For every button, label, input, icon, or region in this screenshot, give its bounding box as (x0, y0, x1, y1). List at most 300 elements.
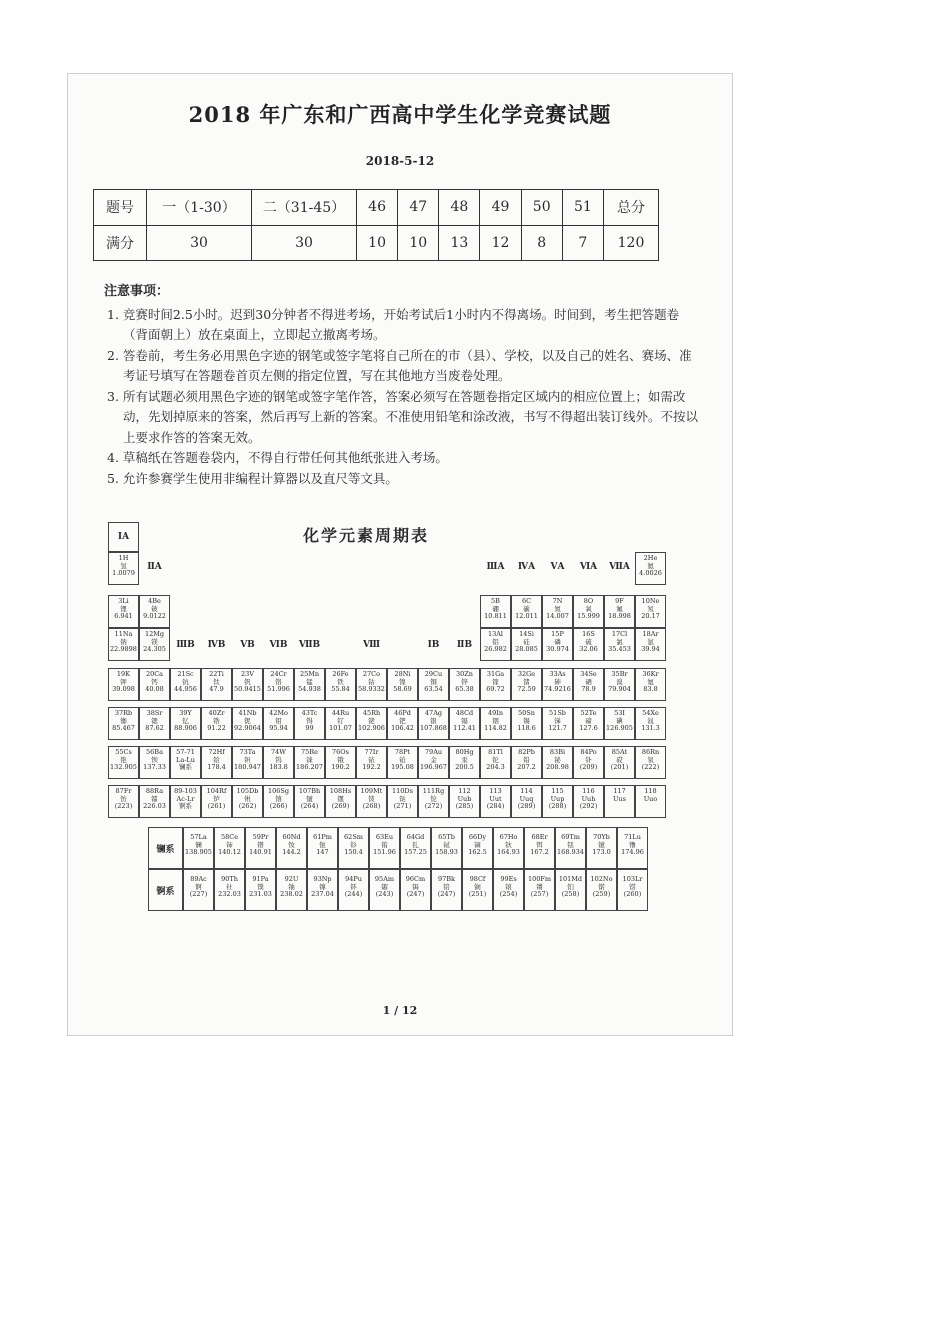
element-cell (573, 668, 604, 701)
element-cell (635, 785, 666, 818)
element-text: 99Es (500, 875, 517, 883)
score-value: 10 (357, 225, 398, 261)
element-text: 镉 (461, 716, 468, 725)
element-text: 116 (582, 787, 595, 795)
element-text: 96Cm (405, 875, 426, 883)
element-text: 44Ru (331, 709, 350, 717)
element-text: 铌 (244, 716, 251, 725)
element-text: (257) (530, 890, 549, 899)
element-cell (573, 595, 604, 628)
element-text: 48Cd (455, 709, 474, 717)
element-text: 72.59 (517, 685, 536, 694)
element-text: 85.467 (112, 724, 135, 733)
element-text: 55Cs (115, 748, 132, 756)
element-cell (462, 827, 493, 869)
element-text: 铬 (275, 677, 282, 686)
element-cell (356, 668, 387, 701)
element-cell (170, 746, 201, 779)
element-text: (244) (344, 890, 363, 899)
element-text: 150.4 (344, 848, 363, 857)
element-text: 铜 (430, 677, 437, 686)
element-cell (542, 746, 573, 779)
element-cell (139, 668, 170, 701)
element-text: 金 (430, 755, 437, 764)
exam-page (67, 73, 733, 1036)
element-text: 1.0079 (112, 569, 135, 578)
element-text: (201) (610, 763, 629, 772)
element-cell (139, 785, 170, 818)
element-text: 88.906 (174, 724, 197, 733)
element-text: 167.2 (530, 848, 549, 857)
element-cell (542, 707, 573, 740)
element-text: 镎 (319, 882, 326, 891)
element-cell (573, 628, 604, 661)
element-text: 144.2 (282, 848, 301, 857)
element-text: 汞 (461, 755, 468, 764)
element-text: (288) (548, 802, 567, 811)
element-text: 钷 (319, 840, 326, 849)
element-cell (573, 785, 604, 818)
element-text: 91.22 (207, 724, 226, 733)
element-text: 84Po (580, 748, 597, 756)
element-text: 硒 (585, 677, 592, 686)
element-text: Uub (457, 794, 472, 803)
element-text: 39Y (179, 709, 192, 717)
element-text: 31Ga (486, 670, 505, 678)
element-text: 32.06 (579, 645, 598, 654)
element-text: 26Fe (332, 670, 349, 678)
element-cell (635, 707, 666, 740)
element-text: 钐 (350, 840, 357, 849)
element-text: 20Ca (145, 670, 164, 678)
element-text: 钆 (412, 840, 419, 849)
element-text: 105Db (236, 787, 259, 795)
notice-item: 1. 竞赛时间2.5小时。迟到30分钟者不得进考场，开始考试后1小时内不得离场。时间到，考生把答题卷（背面朝上）放在桌面上，立即起立撤离考场。 (107, 306, 680, 342)
element-text: 23V (241, 670, 254, 678)
element-text: 锇 (337, 755, 344, 764)
element-text: 69.72 (486, 685, 505, 694)
element-cell (493, 827, 524, 869)
element-text: 102No (590, 875, 613, 883)
element-text: 208.98 (546, 763, 569, 772)
element-text: 17Cl (611, 630, 628, 638)
element-text: 6.941 (114, 612, 133, 621)
element-text: 铯 (120, 755, 127, 764)
element-cell (604, 707, 635, 740)
element-text: 镅 (381, 882, 388, 891)
element-text: 115 (551, 787, 564, 795)
element-text: 207.2 (517, 763, 536, 772)
element-cell (617, 869, 648, 911)
element-cell (201, 746, 232, 779)
element-text: 58Ce (220, 833, 239, 841)
element-cell (635, 668, 666, 701)
group-label: ⅥB (269, 640, 288, 650)
group-label: ⅤA (550, 562, 565, 572)
element-text: Uuo (643, 794, 658, 803)
element-text: 24Cr (270, 670, 287, 678)
score-col: 51 (562, 190, 603, 226)
element-cell (586, 869, 617, 911)
element-text: (260) (623, 890, 642, 899)
element-text: 85At (611, 748, 628, 756)
element-text: 51.996 (267, 685, 290, 694)
element-text: 110Ds (392, 787, 413, 795)
element-text: 氟 (616, 604, 623, 613)
element-cell (245, 827, 276, 869)
score-col: 47 (398, 190, 439, 226)
element-text: 镁 (151, 637, 158, 646)
element-cell (263, 668, 294, 701)
element-text: 90Th (221, 875, 238, 883)
element-cell (183, 869, 214, 911)
element-text: 6C (521, 597, 532, 605)
element-text: 58.9332 (358, 685, 385, 694)
element-text: 铒 (536, 840, 543, 849)
element-text: (258) (561, 890, 580, 899)
group-label: ⅢB (176, 640, 195, 650)
element-text: 铂 (399, 755, 406, 764)
element-text: 锰 (306, 677, 313, 686)
element-text: 68Er (531, 833, 548, 841)
element-cell (276, 869, 307, 911)
element-cell (232, 746, 263, 779)
element-cell (139, 628, 170, 661)
element-text: 15P (551, 630, 564, 638)
element-cell (108, 552, 139, 585)
lanthanide-label: 镧系 (148, 827, 183, 869)
group-label: Ⅷ (362, 640, 381, 650)
group-label-ia: ⅠA (108, 522, 139, 552)
element-text: 22Ti (209, 670, 224, 678)
element-text: 192.2 (362, 763, 381, 772)
element-text: 镓 (492, 677, 499, 686)
element-text: 𬬭 (430, 794, 437, 803)
score-value: 12 (480, 225, 521, 261)
element-cell (462, 869, 493, 911)
element-text: 157.25 (404, 848, 427, 857)
element-text: 氧 (585, 604, 592, 613)
element-text: 102.906 (358, 724, 385, 733)
element-text: 117 (613, 787, 626, 795)
element-text: Uuh (581, 794, 596, 803)
element-cell (449, 746, 480, 779)
element-text: 14Si (519, 630, 534, 638)
element-text: 镥 (629, 840, 636, 849)
element-text: 64Gd (406, 833, 425, 841)
element-text: 钙 (151, 677, 158, 686)
element-cell (524, 869, 555, 911)
element-text: 88Ra (145, 787, 164, 795)
element-text: 79Au (424, 748, 443, 756)
element-text: 92.9064 (234, 724, 261, 733)
element-cell (511, 628, 542, 661)
element-text: 178.4 (207, 763, 226, 772)
element-text: 106.42 (391, 724, 414, 733)
element-cell (108, 746, 139, 779)
element-text: 21Sc (177, 670, 194, 678)
element-text: (254) (499, 890, 518, 899)
element-text: 锶 (151, 716, 158, 725)
element-text: 16S (582, 630, 595, 638)
element-cell (263, 707, 294, 740)
element-text: 钔 (567, 882, 574, 891)
element-cell (108, 628, 139, 661)
element-text: 镭 (151, 794, 158, 803)
element-text: 氮 (554, 604, 561, 613)
element-cell (573, 707, 604, 740)
element-text: 54.938 (298, 685, 321, 694)
element-cell (573, 746, 604, 779)
element-text: 铥 (567, 840, 574, 849)
notice-section (104, 282, 704, 489)
element-text: 101.07 (329, 724, 352, 733)
element-cell (418, 707, 449, 740)
element-text: 锔 (412, 882, 419, 891)
element-text: 87.62 (145, 724, 164, 733)
element-text: (259) (592, 890, 611, 899)
element-text: 镝 (474, 840, 481, 849)
element-text: 107Bh (298, 787, 321, 795)
element-text: 钍 (226, 882, 233, 891)
element-cell (325, 668, 356, 701)
element-text: 86Rn (641, 748, 660, 756)
element-text: 钾 (120, 677, 127, 686)
element-text: 铽 (443, 840, 450, 849)
element-text: 101Md (558, 875, 583, 883)
element-text: 127.6 (579, 724, 598, 733)
score-col: 46 (357, 190, 398, 226)
element-text: 140.12 (218, 848, 241, 857)
element-cell (338, 827, 369, 869)
element-text: 20.17 (641, 612, 660, 621)
element-text: 60Nd (282, 833, 301, 841)
score-value: 30 (252, 225, 357, 261)
element-text: 8O (583, 597, 594, 605)
element-text: 50Sn (518, 709, 535, 717)
element-text: 126.905 (606, 724, 633, 733)
notice-item: 5. 允许参赛学生使用非编程计算器以及直尺等文具。 (107, 470, 398, 486)
element-text: 碘 (616, 716, 623, 725)
element-text: 𬭊 (244, 794, 251, 803)
element-cell (325, 707, 356, 740)
notice-item: 2. 答卷前，考生务必用黑色字迹的钢笔或签字笔将自己所在的市（县）、学校，以及自己的姓名、赛场、准考证号填写在答题卷首页左侧的指定位置，写在其他地方当废卷处理。 (107, 347, 692, 383)
element-text: 钋 (585, 755, 592, 764)
element-text: 78Pt (394, 748, 411, 756)
element-text: 铕 (381, 840, 388, 849)
element-text: (223) (114, 802, 133, 811)
element-text: 钫 (120, 794, 127, 803)
element-text: 镧 (195, 840, 202, 849)
element-cell (480, 628, 511, 661)
element-cell (325, 785, 356, 818)
element-text: 铱 (368, 755, 375, 764)
element-cell (294, 746, 325, 779)
element-text: 104Rf (206, 787, 227, 795)
element-text: 94Pu (345, 875, 362, 883)
element-text: 34Se (580, 670, 597, 678)
element-text: 30.974 (546, 645, 569, 654)
element-cell (108, 785, 139, 818)
element-cell (201, 785, 232, 818)
element-text: 4Be (148, 597, 161, 605)
element-cell (480, 595, 511, 628)
element-text: 4.0026 (639, 569, 662, 578)
element-text: (222) (641, 763, 660, 772)
element-text: 𬭶 (337, 794, 344, 803)
element-text: 91Pa (252, 875, 269, 883)
element-cell (604, 628, 635, 661)
element-text: 18.998 (608, 612, 631, 621)
element-cell (276, 827, 307, 869)
element-text: 12Mg (144, 630, 165, 638)
element-text: 33As (549, 670, 566, 678)
score-row-full: 满分 (94, 225, 147, 261)
element-text: 57-71 (176, 748, 195, 756)
element-text: 72Hf (208, 748, 225, 756)
element-text: 100Fm (527, 875, 552, 883)
element-text: 3Li (118, 597, 129, 605)
element-text: 钌 (337, 716, 344, 725)
element-text: 10Ne (641, 597, 660, 605)
element-text: 174.96 (621, 848, 644, 857)
element-text: 196.967 (420, 763, 447, 772)
element-cell (586, 827, 617, 869)
element-text: 硼 (492, 604, 499, 613)
exam-title: 2018 年广东和广西高中学生化学竞赛试题 (188, 102, 612, 127)
element-text: 铈 (226, 840, 233, 849)
element-cell (170, 707, 201, 740)
element-text: (272) (424, 802, 443, 811)
element-cell (232, 707, 263, 740)
element-cell (524, 827, 555, 869)
element-text: 49In (487, 709, 504, 717)
element-text: Uuq (519, 794, 534, 803)
element-text: 200.5 (455, 763, 474, 772)
element-text: 47Ag (424, 709, 443, 717)
score-value: 7 (562, 225, 603, 261)
score-value: 120 (604, 225, 659, 261)
element-text: 95.94 (269, 724, 288, 733)
element-text: 铹 (629, 882, 636, 891)
element-text: 5B (491, 597, 500, 605)
element-text: 76Os (332, 748, 349, 756)
element-text: 137.33 (143, 763, 166, 772)
element-text: 7N (552, 597, 563, 605)
element-text: 氯 (616, 637, 623, 646)
element-text: 164.93 (497, 848, 520, 857)
score-table (93, 189, 659, 261)
element-text: 铝 (492, 637, 499, 646)
element-cell (555, 827, 586, 869)
element-text: 钒 (244, 677, 251, 686)
element-text: 40Zr (208, 709, 225, 717)
group-label: ⅦA (609, 562, 630, 572)
element-text: 氦 (647, 561, 654, 570)
element-text: 51Sb (549, 709, 566, 717)
element-text: 121.7 (548, 724, 567, 733)
element-text: 36Kr (642, 670, 659, 678)
element-text: 39.098 (112, 685, 135, 694)
element-text: (264) (300, 802, 319, 811)
element-cell (170, 668, 201, 701)
element-text: 92U (284, 875, 299, 883)
element-text: 铷 (120, 716, 127, 725)
element-text: 锡 (523, 716, 530, 725)
element-text: 63Eu (375, 833, 394, 841)
element-cell (139, 595, 170, 628)
element-text: 53I (614, 709, 625, 717)
score-value: 30 (147, 225, 252, 261)
score-col: 50 (521, 190, 562, 226)
element-text: 镤 (257, 882, 264, 891)
element-text: 35Br (611, 670, 628, 678)
element-text: 39.94 (641, 645, 660, 654)
element-text: 𬭳 (275, 794, 282, 803)
element-cell (201, 668, 232, 701)
element-text: 钠 (120, 637, 127, 646)
element-text: 钕 (288, 840, 295, 849)
element-text: 118 (644, 787, 657, 795)
element-text: 锕系 (179, 802, 192, 811)
group-label: ⅢA (486, 562, 505, 572)
element-text: 38Sr (146, 709, 163, 717)
element-text: 74.9216 (544, 685, 571, 694)
element-text: 112.41 (453, 724, 476, 733)
element-cell (263, 746, 294, 779)
element-text: 溴 (616, 677, 623, 686)
element-text: 114.82 (484, 724, 507, 733)
element-text: 59Pr (252, 833, 269, 841)
element-cell (325, 746, 356, 779)
element-text: 30Zn (456, 670, 473, 678)
element-cell (338, 869, 369, 911)
element-cell (108, 668, 139, 701)
element-text: 锗 (523, 677, 530, 686)
element-text: 147 (316, 848, 329, 857)
element-text: 砹 (616, 755, 623, 764)
element-text: 27Co (362, 670, 381, 678)
element-text: 42Mo (269, 709, 288, 717)
group-label: ⅤB (240, 640, 255, 650)
element-text: 107.868 (420, 724, 447, 733)
element-text: 镨 (257, 840, 264, 849)
element-text: 70Yb (593, 833, 610, 841)
element-text: 73Ta (239, 748, 256, 756)
exam-date: 2018-5-12 (365, 154, 435, 168)
element-text: 35.453 (608, 645, 631, 654)
element-cell (400, 869, 431, 911)
element-text: 238.02 (280, 890, 303, 899)
element-text: 113 (489, 787, 502, 795)
element-text: (247) (406, 890, 425, 899)
element-cell (232, 785, 263, 818)
element-text: 22.9898 (110, 645, 137, 654)
score-col: 48 (439, 190, 480, 226)
element-text: 铼 (306, 755, 313, 764)
element-text: 93Np (313, 875, 332, 883)
element-text: 58.69 (393, 685, 412, 694)
element-cell (542, 595, 573, 628)
element-text: 锌 (461, 677, 468, 686)
element-text: 81Tl (488, 748, 503, 756)
element-text: 铍 (151, 604, 158, 613)
element-text: 氪 (647, 677, 654, 686)
element-text: 47.9 (209, 685, 224, 694)
element-cell (369, 869, 400, 911)
element-text: 氙 (647, 716, 654, 725)
element-cell (356, 746, 387, 779)
